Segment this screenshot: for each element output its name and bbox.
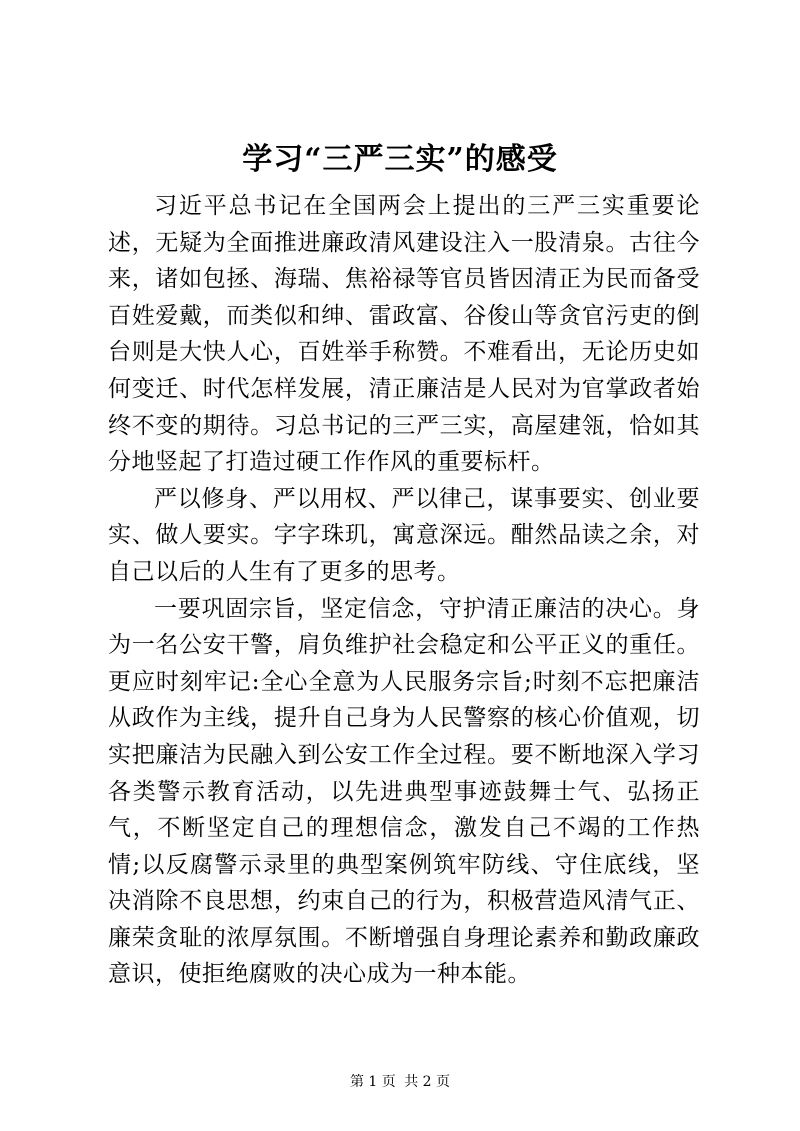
page-total: 共 2 页: [404, 1074, 451, 1090]
page-title: 学习“三严三实”的感受: [242, 142, 558, 177]
paragraph-2: 严以修身、严以用权、严以律己，谋事要实、创业要实、做人要实。字字珠玑，寓意深远。酣然品读之余，对自己以后的人生有了更多的思考。: [108, 485, 700, 585]
paragraph-3: 一要巩固宗旨，坚定信念，守护清正廉洁的决心。身为一名公安干警，肩负维护社会稳定和公平正义的重任。更应时刻牢记:全心全意为人民服务宗旨;时刻不忘把廉洁从政作为主线，提升自己身为人民警察的核心价值观，切实把廉洁为民融入到公安工作全过程。要不断地深入学习各类警示教育活动，以先进典型事迹鼓舞士气、弘扬正气，不断坚定自己的理想信念，激发自己不竭的工作热情;以反腐警示录里的典型案例筑牢防线、守住底线，坚决消除不良思想，约束自己的行为，积极营造风清气正、廉荣贪耻的浓厚氛围。不断增强自身理论素养和勤政廉政意识，使拒绝腐败的决心成为一种本能。: [108, 595, 700, 988]
paragraph-1: 习近平总书记在全国两会上提出的三严三实重要论述，无疑为全面推进廉政清风建设注入一股清泉。古往今来，诸如包拯、海瑞、焦裕禄等官员皆因清正为民而备受百姓爱戴，而类似和绅、雷政富、谷俊山等贪官污吏的倒台则是大快人心，百姓举手称赞。不难看出，无论历史如何变迁、时代怎样发展，清正廉洁是人民对为官掌政者始终不变的期待。习总书记的三严三实，高屋建瓴，恰如其分地竖起了打造过硬工作作风的重要标杆。: [108, 193, 700, 476]
document-body: [108, 188, 700, 993]
page-footer: [0, 1072, 800, 1092]
page-number: 第 1 页: [349, 1074, 396, 1090]
